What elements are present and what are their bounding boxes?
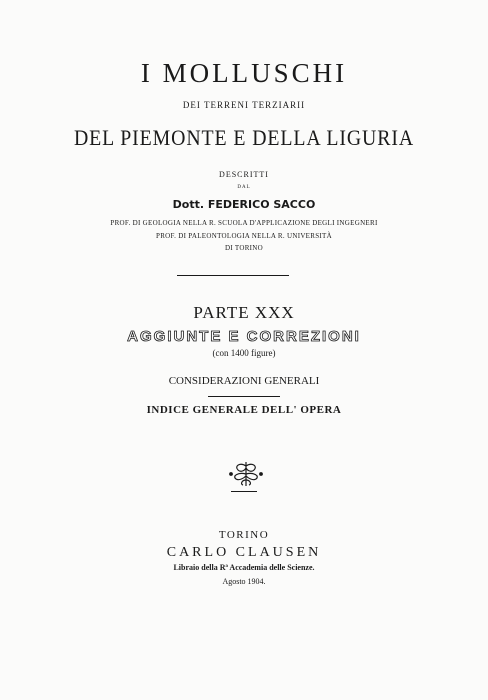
part-number: PARTE XXX (193, 303, 295, 322)
title-divider (177, 275, 289, 276)
part-heading: AGGIUNTE E CORREZIONI (127, 328, 361, 345)
ornament-underline (231, 491, 257, 492)
book-region-title: DEL PIEMONTE E DELLA LIGURIA (73, 125, 415, 150)
figures-count: (con 1400 figure) (212, 348, 276, 358)
author-affiliation-1: PROF. DI GEOLOGIA NELLA R. SCUOLA D'APPLICAZIONE DEGLI INGEGNERI (110, 219, 378, 227)
imprint-date: Agosto 1904. (222, 577, 266, 586)
descritti-label: DESCRITTI (219, 170, 269, 179)
imprint-bookseller: Libraio della Rª Accademia delle Scienze. (173, 563, 315, 572)
book-subtitle: DEI TERRENI TERZIARII (182, 100, 306, 110)
imprint-publisher: CARLO CLAUSEN (166, 545, 322, 560)
considerazioni-heading: CONSIDERAZIONI GENERALI (168, 375, 320, 387)
indice-heading: INDICE GENERALE DELL' OPERA (146, 404, 342, 416)
section-divider (208, 396, 280, 397)
author-name: Dott. FEDERICO SACCO (172, 198, 316, 211)
book-title: I MOLLUSCHI (140, 58, 348, 88)
fleuron-ornament-icon (228, 460, 264, 488)
author-affiliation-2: PROF. DI PALEONTOLOGIA NELLA R. UNIVERSITÀ (156, 232, 332, 240)
imprint-city: TORINO (218, 529, 270, 541)
dal-label: DAL (237, 185, 251, 190)
author-affiliation-3: DI TORINO (224, 244, 264, 252)
